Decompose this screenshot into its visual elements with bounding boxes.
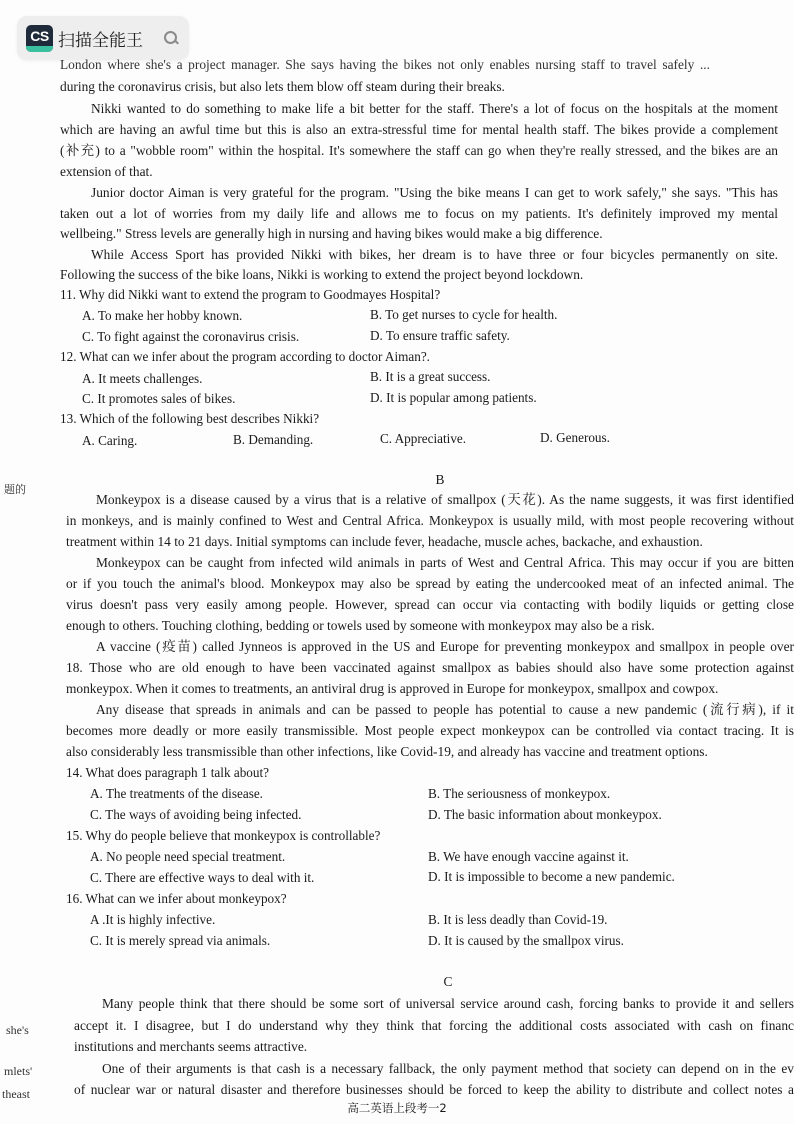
option-d[interactable]: D. Generous. [540, 430, 610, 445]
passage-line: Following the success of the bike loans, Nikki is working to extend the project beyond lockdown. [60, 267, 584, 282]
option-a[interactable]: A. No people need special treatment. [90, 849, 286, 864]
option-a[interactable]: A. To make her hobby known. [82, 308, 243, 323]
option-b[interactable]: B. It is a great success. [370, 369, 491, 384]
option-d[interactable]: D. It is caused by the smallpox virus. [428, 933, 624, 948]
passage-line: becomes more deadly or more easily transmissible. Most people expect monkeypox can be controlled via contact tracing. It is [66, 723, 794, 738]
passage-line: Monkeypox is a disease caused by a virus that is a relative of smallpox (天花). As the name suggests, it was first identified [96, 492, 794, 507]
option-b[interactable]: B. It is less deadly than Covid-19. [428, 912, 608, 927]
passage-line: in monkeys, and is mainly confined to West and Central Africa. Monkeypox is usually mild, with most people recovering without [66, 513, 794, 528]
option-a[interactable]: A .It is highly infective. [90, 912, 216, 927]
search-icon[interactable] [163, 30, 179, 46]
option-b[interactable]: B. To get nurses to cycle for health. [370, 307, 558, 322]
option-c[interactable]: C. There are effective ways to deal with it. [90, 870, 315, 885]
passage-line: taken out a lot of worries from my daily life and allows me to focus on my patients. It's definitely improved my mental [60, 206, 778, 221]
passage-line: Many people think that there should be some sort of universal service around cash, forcing banks to provide it and sellers [102, 996, 794, 1011]
option-d[interactable]: D. It is impossible to become a new pandemic. [428, 869, 675, 884]
passage-line: 18. Those who are old enough to have been vaccinated against smallpox as babies should also have some protection against [66, 660, 794, 675]
camscanner-logo-icon: CS [26, 25, 53, 52]
option-a[interactable]: A. It meets challenges. [82, 371, 203, 386]
question-stem: 12. What can we infer about the program according to doctor Aiman?. [60, 349, 430, 364]
section-heading: C [443, 974, 453, 989]
passage-line: during the coronavirus crisis, but also lets them blow off steam during their breaks. [60, 79, 505, 94]
app-name: 扫描全能王 [58, 30, 143, 51]
passage-line: or if you touch the animal's blood. Monkeypox may also be spread by eating the undercooked meat of an infected animal. The [66, 576, 794, 591]
passage-line: extension of that. [60, 164, 153, 179]
passage-line: Any disease that spreads in animals and can be passed to people has potential to cause a new pandemic (流行病), if it [96, 702, 794, 717]
question-stem: 14. What does paragraph 1 talk about? [66, 765, 269, 780]
option-a[interactable]: A. The treatments of the disease. [90, 786, 263, 801]
passage-line: Nikki wanted to do something to make life a bit better for the staff. There's a lot of focus on the hospitals at the moment [91, 101, 778, 116]
passage-line: A vaccine (疫苗) called Jynneos is approved in the US and Europe for preventing monkeypox and smallpox in people over [96, 639, 794, 654]
option-c[interactable]: C. The ways of avoiding being infected. [90, 807, 302, 822]
passage-line: which are having an awful time but this is also an extra-stressful time for mental health staff. The bikes provide a complement [60, 122, 778, 137]
margin-note: theast [2, 1087, 30, 1101]
option-b[interactable]: B. We have enough vaccine against it. [428, 849, 629, 864]
margin-note: mlets' [4, 1064, 33, 1078]
passage-line: enough to others. Touching clothing, bedding or towels used by someone with monkeypox may also be a risk. [66, 618, 655, 633]
passage-line: London where she's a project manager. She says having the bikes not only enables nursing staff to travel safely ... [60, 57, 710, 72]
question-stem: 11. Why did Nikki want to extend the program to Goodmayes Hospital? [60, 287, 441, 302]
passage-line: also considerably less transmissible than other infections, like Covid-19, and already has vaccine and treatment options. [66, 744, 708, 759]
option-c[interactable]: C. To fight against the coronavirus crisis. [82, 329, 300, 344]
section-heading: B [435, 472, 445, 487]
passage-line: institutions and merchants seems attractive. [74, 1039, 308, 1054]
margin-note: she's [6, 1023, 29, 1037]
passage-line: wellbeing." Stress levels are generally high in nursing and having bikes would make a big difference. [60, 226, 603, 241]
question-stem: 15. Why do people believe that monkeypox is controllable? [66, 828, 381, 843]
passage-line: Monkeypox can be caught from infected wild animals in parts of West and Central Africa. This may occur if you are bitten [96, 555, 794, 570]
passage-line: monkeypox. When it comes to treatments, an antiviral drug is approved in Europe for monkeypox, smallpox and cowpox. [66, 681, 719, 696]
margin-note: 题的 [4, 483, 26, 496]
passage-line: While Access Sport has provided Nikki with bikes, her dream is to have three or four bicycles permanently on site. [91, 247, 778, 262]
option-b[interactable]: B. Demanding. [233, 432, 314, 447]
page-footer: 高二英语上段考一2 [347, 1101, 447, 1115]
scanner-app-badge[interactable] [17, 16, 189, 60]
passage-line: accept it. I disagree, but I do understand why they think that forcing the additional costs associated with cash on financ [74, 1018, 794, 1033]
option-a[interactable]: A. Caring. [82, 433, 138, 448]
option-c[interactable]: C. It is merely spread via animals. [90, 933, 271, 948]
question-stem: 13. Which of the following best describes Nikki? [60, 411, 320, 426]
option-d[interactable]: D. It is popular among patients. [370, 390, 537, 405]
passage-line: virus doesn't pass very easily among people. However, spread can occur via contacting with bodily liquids or getting close [66, 597, 794, 612]
option-b[interactable]: B. The seriousness of monkeypox. [428, 786, 611, 801]
question-stem: 16. What can we infer about monkeypox? [66, 891, 287, 906]
passage-line: Junior doctor Aiman is very grateful for the program. "Using the bike means I can get to work safely," she says. "This has [91, 185, 778, 200]
passage-line: (补充) to a "wobble room" within the hospital. It's somewhere the staff can go when they're really stressed, and the bikes are an [60, 143, 778, 158]
passage-line: treatment within 14 to 21 days. Initial symptoms can include fever, headache, muscle aches, backache, and exhaustion. [66, 534, 703, 549]
option-c[interactable]: C. It promotes sales of bikes. [82, 391, 236, 406]
option-d[interactable]: D. To ensure traffic safety. [370, 328, 510, 343]
passage-line: of nuclear war or natural disaster and therefore businesses should be forced to keep the ability to distribute and collect notes a [74, 1082, 794, 1097]
option-c[interactable]: C. Appreciative. [380, 431, 467, 446]
passage-line: One of their arguments is that cash is a necessary fallback, the only payment method that society can depend on in the ev [102, 1061, 794, 1076]
option-d[interactable]: D. The basic information about monkeypox. [428, 807, 662, 822]
